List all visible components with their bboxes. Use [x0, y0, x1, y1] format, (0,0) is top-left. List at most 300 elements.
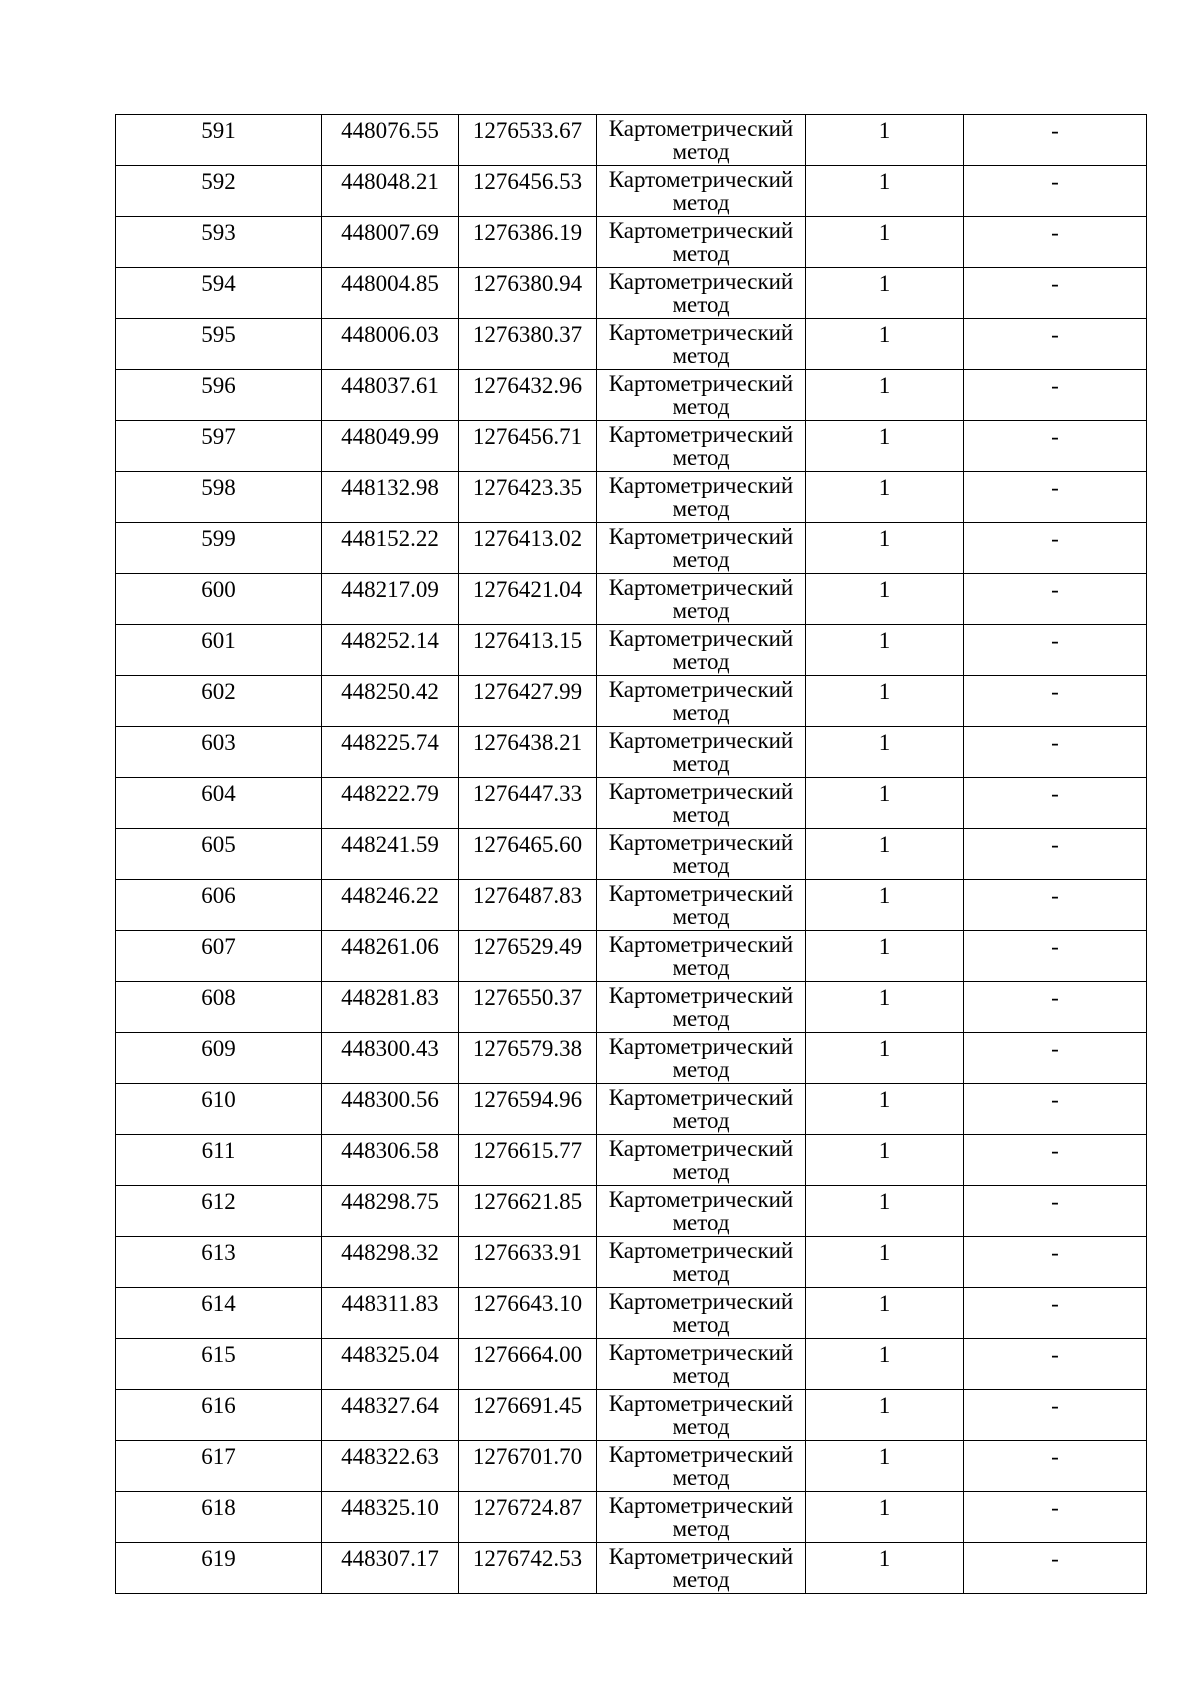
y-coordinate-cell [459, 778, 597, 829]
x-coordinate-cell-text: 448048.21 [341, 169, 439, 194]
description-cell-text: - [1051, 1138, 1059, 1163]
y-coordinate-cell-text: 1276742.53 [472, 1546, 583, 1571]
x-coordinate-cell-text: 448325.04 [341, 1342, 439, 1367]
accuracy-cell-text: 1 [878, 118, 891, 143]
y-coordinate-cell [459, 421, 597, 472]
y-coordinate-cell-text: 1276456.71 [472, 424, 583, 449]
method-cell-text: Картометрический метод [608, 1340, 794, 1388]
method-cell-text: Картометрический метод [608, 1493, 794, 1541]
description-cell [964, 370, 1147, 421]
accuracy-cell-text: 1 [878, 1393, 891, 1418]
method-cell-text: Картометрический метод [608, 1136, 794, 1184]
x-coordinate-cell [322, 1135, 459, 1186]
x-coordinate-cell-text: 448004.85 [341, 271, 439, 296]
accuracy-cell-text: 1 [878, 781, 891, 806]
point-number-cell [116, 1033, 322, 1084]
x-coordinate-cell-text: 448298.32 [341, 1240, 439, 1265]
point-number-cell-text: 597 [201, 424, 236, 449]
x-coordinate-cell [322, 574, 459, 625]
y-coordinate-cell [459, 1441, 597, 1492]
description-cell [964, 982, 1147, 1033]
accuracy-cell-text: 1 [878, 271, 891, 296]
table-row [116, 574, 1147, 625]
point-number-cell-text: 591 [201, 118, 236, 143]
x-coordinate-cell-text: 448307.17 [341, 1546, 439, 1571]
table-row [116, 880, 1147, 931]
accuracy-cell-text: 1 [878, 526, 891, 551]
y-coordinate-cell [459, 574, 597, 625]
y-coordinate-cell [459, 115, 597, 166]
accuracy-cell-text: 1 [878, 322, 891, 347]
accuracy-cell-text: 1 [878, 169, 891, 194]
point-number-cell [116, 829, 322, 880]
accuracy-cell [806, 829, 964, 880]
description-cell [964, 1543, 1147, 1594]
point-number-cell-text: 614 [201, 1291, 236, 1316]
x-coordinate-cell-text: 448252.14 [341, 628, 439, 653]
description-cell-text: - [1051, 1291, 1059, 1316]
x-coordinate-cell [322, 727, 459, 778]
y-coordinate-cell-text: 1276413.15 [472, 628, 583, 653]
y-coordinate-cell-text: 1276438.21 [472, 730, 583, 755]
accuracy-cell [806, 523, 964, 574]
point-number-cell-text: 605 [201, 832, 236, 857]
table-row [116, 523, 1147, 574]
description-cell [964, 523, 1147, 574]
method-cell [597, 166, 806, 217]
table-row [116, 931, 1147, 982]
description-cell-text: - [1051, 475, 1059, 500]
description-cell-text: - [1051, 679, 1059, 704]
description-cell-text: - [1051, 220, 1059, 245]
method-cell [597, 472, 806, 523]
description-cell [964, 880, 1147, 931]
y-coordinate-cell-text: 1276529.49 [472, 934, 583, 959]
point-number-cell-text: 598 [201, 475, 236, 500]
y-coordinate-cell-text: 1276664.00 [472, 1342, 583, 1367]
method-cell-text: Картометрический метод [608, 881, 794, 929]
description-cell [964, 1492, 1147, 1543]
method-cell [597, 115, 806, 166]
accuracy-cell-text: 1 [878, 1342, 891, 1367]
accuracy-cell [806, 1339, 964, 1390]
table-row [116, 1084, 1147, 1135]
x-coordinate-cell [322, 1543, 459, 1594]
description-cell [964, 1288, 1147, 1339]
point-number-cell-text: 613 [201, 1240, 236, 1265]
table-row [116, 1441, 1147, 1492]
point-number-cell [116, 1186, 322, 1237]
point-number-cell-text: 618 [201, 1495, 236, 1520]
table-row [116, 1135, 1147, 1186]
method-cell [597, 1237, 806, 1288]
description-cell [964, 1441, 1147, 1492]
x-coordinate-cell-text: 448300.43 [341, 1036, 439, 1061]
description-cell-text: - [1051, 577, 1059, 602]
method-cell [597, 1492, 806, 1543]
point-number-cell-text: 604 [201, 781, 236, 806]
method-cell-text: Картометрический метод [608, 269, 794, 317]
method-cell [597, 1135, 806, 1186]
point-number-cell [116, 982, 322, 1033]
accuracy-cell-text: 1 [878, 1546, 891, 1571]
table-row [116, 472, 1147, 523]
accuracy-cell [806, 268, 964, 319]
description-cell-text: - [1051, 1087, 1059, 1112]
y-coordinate-cell [459, 1543, 597, 1594]
y-coordinate-cell-text: 1276701.70 [472, 1444, 583, 1469]
description-cell [964, 1084, 1147, 1135]
point-number-cell [116, 115, 322, 166]
x-coordinate-cell-text: 448241.59 [341, 832, 439, 857]
description-cell-text: - [1051, 271, 1059, 296]
description-cell-text: - [1051, 169, 1059, 194]
method-cell-text: Картометрический метод [608, 1442, 794, 1490]
y-coordinate-cell-text: 1276621.85 [472, 1189, 583, 1214]
point-number-cell-text: 615 [201, 1342, 236, 1367]
method-cell [597, 1084, 806, 1135]
table-row [116, 625, 1147, 676]
table-row [116, 1288, 1147, 1339]
accuracy-cell-text: 1 [878, 934, 891, 959]
method-cell [597, 1441, 806, 1492]
point-number-cell-text: 602 [201, 679, 236, 704]
x-coordinate-cell-text: 448152.22 [341, 526, 439, 551]
x-coordinate-cell [322, 1237, 459, 1288]
table-row [116, 115, 1147, 166]
method-cell [597, 931, 806, 982]
accuracy-cell [806, 421, 964, 472]
point-number-cell [116, 421, 322, 472]
x-coordinate-cell-text: 448250.42 [341, 679, 439, 704]
method-cell-text: Картометрический метод [608, 1187, 794, 1235]
table-row [116, 1492, 1147, 1543]
y-coordinate-cell [459, 727, 597, 778]
method-cell-text: Картометрический метод [608, 422, 794, 470]
x-coordinate-cell [322, 1441, 459, 1492]
description-cell [964, 676, 1147, 727]
point-number-cell-text: 592 [201, 169, 236, 194]
description-cell-text: - [1051, 526, 1059, 551]
x-coordinate-cell [322, 1390, 459, 1441]
table-row [116, 982, 1147, 1033]
method-cell [597, 982, 806, 1033]
method-cell [597, 829, 806, 880]
coordinates-table [115, 114, 1147, 1594]
y-coordinate-cell [459, 523, 597, 574]
point-number-cell [116, 472, 322, 523]
x-coordinate-cell-text: 448246.22 [341, 883, 439, 908]
y-coordinate-cell-text: 1276579.38 [472, 1036, 583, 1061]
accuracy-cell [806, 1135, 964, 1186]
point-number-cell [116, 1288, 322, 1339]
description-cell-text: - [1051, 1189, 1059, 1214]
method-cell-text: Картометрический метод [608, 1544, 794, 1592]
accuracy-cell [806, 727, 964, 778]
accuracy-cell [806, 1390, 964, 1441]
method-cell-text: Картометрический метод [608, 218, 794, 266]
point-number-cell-text: 611 [201, 1138, 236, 1163]
description-cell-text: - [1051, 883, 1059, 908]
x-coordinate-cell [322, 982, 459, 1033]
y-coordinate-cell-text: 1276550.37 [472, 985, 583, 1010]
x-coordinate-cell [322, 421, 459, 472]
y-coordinate-cell [459, 931, 597, 982]
description-cell-text: - [1051, 781, 1059, 806]
y-coordinate-cell [459, 1339, 597, 1390]
method-cell [597, 1543, 806, 1594]
description-cell-text: - [1051, 1444, 1059, 1469]
point-number-cell-text: 596 [201, 373, 236, 398]
description-cell [964, 1033, 1147, 1084]
y-coordinate-cell [459, 1135, 597, 1186]
y-coordinate-cell-text: 1276724.87 [472, 1495, 583, 1520]
method-cell-text: Картометрический метод [608, 167, 794, 215]
point-number-cell [116, 1441, 322, 1492]
y-coordinate-cell-text: 1276413.02 [472, 526, 583, 551]
point-number-cell-text: 610 [201, 1087, 236, 1112]
method-cell [597, 727, 806, 778]
table-row [116, 166, 1147, 217]
y-coordinate-cell-text: 1276456.53 [472, 169, 583, 194]
x-coordinate-cell [322, 166, 459, 217]
method-cell-text: Картометрический метод [608, 473, 794, 521]
point-number-cell [116, 166, 322, 217]
point-number-cell [116, 778, 322, 829]
method-cell [597, 574, 806, 625]
point-number-cell [116, 727, 322, 778]
accuracy-cell-text: 1 [878, 424, 891, 449]
method-cell [597, 319, 806, 370]
x-coordinate-cell [322, 1288, 459, 1339]
point-number-cell-text: 612 [201, 1189, 236, 1214]
table-row [116, 727, 1147, 778]
point-number-cell [116, 1084, 322, 1135]
method-cell-text: Картометрический метод [608, 1085, 794, 1133]
y-coordinate-cell [459, 166, 597, 217]
accuracy-cell-text: 1 [878, 1087, 891, 1112]
description-cell [964, 217, 1147, 268]
method-cell-text: Картометрический метод [608, 1238, 794, 1286]
point-number-cell-text: 609 [201, 1036, 236, 1061]
description-cell-text: - [1051, 1036, 1059, 1061]
accuracy-cell-text: 1 [878, 373, 891, 398]
point-number-cell-text: 608 [201, 985, 236, 1010]
description-cell-text: - [1051, 322, 1059, 347]
x-coordinate-cell [322, 268, 459, 319]
x-coordinate-cell [322, 1186, 459, 1237]
x-coordinate-cell-text: 448049.99 [341, 424, 439, 449]
description-cell-text: - [1051, 424, 1059, 449]
method-cell [597, 421, 806, 472]
x-coordinate-cell [322, 1084, 459, 1135]
x-coordinate-cell [322, 523, 459, 574]
accuracy-cell [806, 1237, 964, 1288]
table-row [116, 370, 1147, 421]
description-cell-text: - [1051, 373, 1059, 398]
y-coordinate-cell-text: 1276380.37 [472, 322, 583, 347]
method-cell-text: Картометрический метод [608, 830, 794, 878]
accuracy-cell-text: 1 [878, 679, 891, 704]
description-cell-text: - [1051, 1495, 1059, 1520]
accuracy-cell-text: 1 [878, 832, 891, 857]
point-number-cell-text: 599 [201, 526, 236, 551]
method-cell [597, 523, 806, 574]
y-coordinate-cell-text: 1276691.45 [472, 1393, 583, 1418]
coordinates-table-body [116, 115, 1147, 1594]
point-number-cell [116, 370, 322, 421]
method-cell-text: Картометрический метод [608, 1034, 794, 1082]
point-number-cell-text: 606 [201, 883, 236, 908]
y-coordinate-cell [459, 370, 597, 421]
x-coordinate-cell-text: 448322.63 [341, 1444, 439, 1469]
description-cell [964, 931, 1147, 982]
table-row [116, 1390, 1147, 1441]
description-cell-text: - [1051, 1546, 1059, 1571]
x-coordinate-cell [322, 217, 459, 268]
y-coordinate-cell [459, 1186, 597, 1237]
description-cell-text: - [1051, 985, 1059, 1010]
y-coordinate-cell [459, 1288, 597, 1339]
x-coordinate-cell [322, 625, 459, 676]
method-cell [597, 625, 806, 676]
y-coordinate-cell-text: 1276594.96 [472, 1087, 583, 1112]
x-coordinate-cell [322, 472, 459, 523]
description-cell-text: - [1051, 1240, 1059, 1265]
point-number-cell-text: 603 [201, 730, 236, 755]
y-coordinate-cell-text: 1276533.67 [472, 118, 583, 143]
description-cell [964, 421, 1147, 472]
method-cell [597, 676, 806, 727]
x-coordinate-cell [322, 778, 459, 829]
y-coordinate-cell [459, 268, 597, 319]
point-number-cell-text: 607 [201, 934, 236, 959]
y-coordinate-cell [459, 472, 597, 523]
accuracy-cell [806, 982, 964, 1033]
x-coordinate-cell [322, 1339, 459, 1390]
y-coordinate-cell [459, 1492, 597, 1543]
accuracy-cell [806, 1441, 964, 1492]
point-number-cell-text: 616 [201, 1393, 236, 1418]
method-cell [597, 778, 806, 829]
description-cell [964, 1390, 1147, 1441]
accuracy-cell [806, 931, 964, 982]
accuracy-cell [806, 370, 964, 421]
method-cell-text: Картометрический метод [608, 779, 794, 827]
x-coordinate-cell-text: 448281.83 [341, 985, 439, 1010]
y-coordinate-cell [459, 676, 597, 727]
point-number-cell [116, 217, 322, 268]
method-cell-text: Картометрический метод [608, 932, 794, 980]
y-coordinate-cell [459, 217, 597, 268]
y-coordinate-cell-text: 1276487.83 [472, 883, 583, 908]
y-coordinate-cell-text: 1276615.77 [472, 1138, 583, 1163]
point-number-cell [116, 880, 322, 931]
accuracy-cell [806, 217, 964, 268]
accuracy-cell [806, 1543, 964, 1594]
method-cell-text: Картометрический метод [608, 728, 794, 776]
method-cell-text: Картометрический метод [608, 524, 794, 572]
point-number-cell-text: 601 [201, 628, 236, 653]
point-number-cell [116, 1492, 322, 1543]
method-cell [597, 1288, 806, 1339]
table-row [116, 1339, 1147, 1390]
accuracy-cell [806, 1186, 964, 1237]
x-coordinate-cell [322, 1033, 459, 1084]
point-number-cell [116, 268, 322, 319]
table-row [116, 319, 1147, 370]
y-coordinate-cell [459, 829, 597, 880]
point-number-cell-text: 617 [201, 1444, 236, 1469]
y-coordinate-cell-text: 1276427.99 [472, 679, 583, 704]
point-number-cell [116, 1390, 322, 1441]
accuracy-cell [806, 1288, 964, 1339]
y-coordinate-cell [459, 1084, 597, 1135]
table-row [116, 1033, 1147, 1084]
description-cell [964, 268, 1147, 319]
x-coordinate-cell-text: 448325.10 [341, 1495, 439, 1520]
y-coordinate-cell [459, 1237, 597, 1288]
table-row [116, 1237, 1147, 1288]
accuracy-cell [806, 319, 964, 370]
x-coordinate-cell [322, 880, 459, 931]
x-coordinate-cell-text: 448306.58 [341, 1138, 439, 1163]
x-coordinate-cell-text: 448006.03 [341, 322, 439, 347]
x-coordinate-cell-text: 448300.56 [341, 1087, 439, 1112]
accuracy-cell [806, 166, 964, 217]
method-cell-text: Картометрический метод [608, 626, 794, 674]
accuracy-cell-text: 1 [878, 220, 891, 245]
x-coordinate-cell [322, 1492, 459, 1543]
y-coordinate-cell-text: 1276643.10 [472, 1291, 583, 1316]
table-row [116, 217, 1147, 268]
point-number-cell-text: 619 [201, 1546, 236, 1571]
x-coordinate-cell [322, 829, 459, 880]
method-cell [597, 268, 806, 319]
accuracy-cell-text: 1 [878, 1036, 891, 1061]
x-coordinate-cell [322, 676, 459, 727]
x-coordinate-cell-text: 448327.64 [341, 1393, 439, 1418]
x-coordinate-cell-text: 448261.06 [341, 934, 439, 959]
description-cell-text: - [1051, 730, 1059, 755]
accuracy-cell [806, 115, 964, 166]
method-cell [597, 1033, 806, 1084]
point-number-cell [116, 523, 322, 574]
method-cell-text: Картометрический метод [608, 983, 794, 1031]
y-coordinate-cell-text: 1276432.96 [472, 373, 583, 398]
y-coordinate-cell-text: 1276386.19 [472, 220, 583, 245]
description-cell-text: - [1051, 628, 1059, 653]
description-cell [964, 778, 1147, 829]
description-cell [964, 625, 1147, 676]
description-cell-text: - [1051, 832, 1059, 857]
description-cell-text: - [1051, 1342, 1059, 1367]
accuracy-cell-text: 1 [878, 730, 891, 755]
method-cell [597, 1186, 806, 1237]
method-cell-text: Картометрический метод [608, 575, 794, 623]
point-number-cell [116, 1543, 322, 1594]
y-coordinate-cell [459, 1390, 597, 1441]
description-cell [964, 727, 1147, 778]
accuracy-cell [806, 472, 964, 523]
y-coordinate-cell-text: 1276633.91 [472, 1240, 583, 1265]
x-coordinate-cell-text: 448298.75 [341, 1189, 439, 1214]
x-coordinate-cell-text: 448311.83 [341, 1291, 439, 1316]
point-number-cell [116, 931, 322, 982]
description-cell [964, 574, 1147, 625]
method-cell [597, 1339, 806, 1390]
table-row [116, 1543, 1147, 1594]
